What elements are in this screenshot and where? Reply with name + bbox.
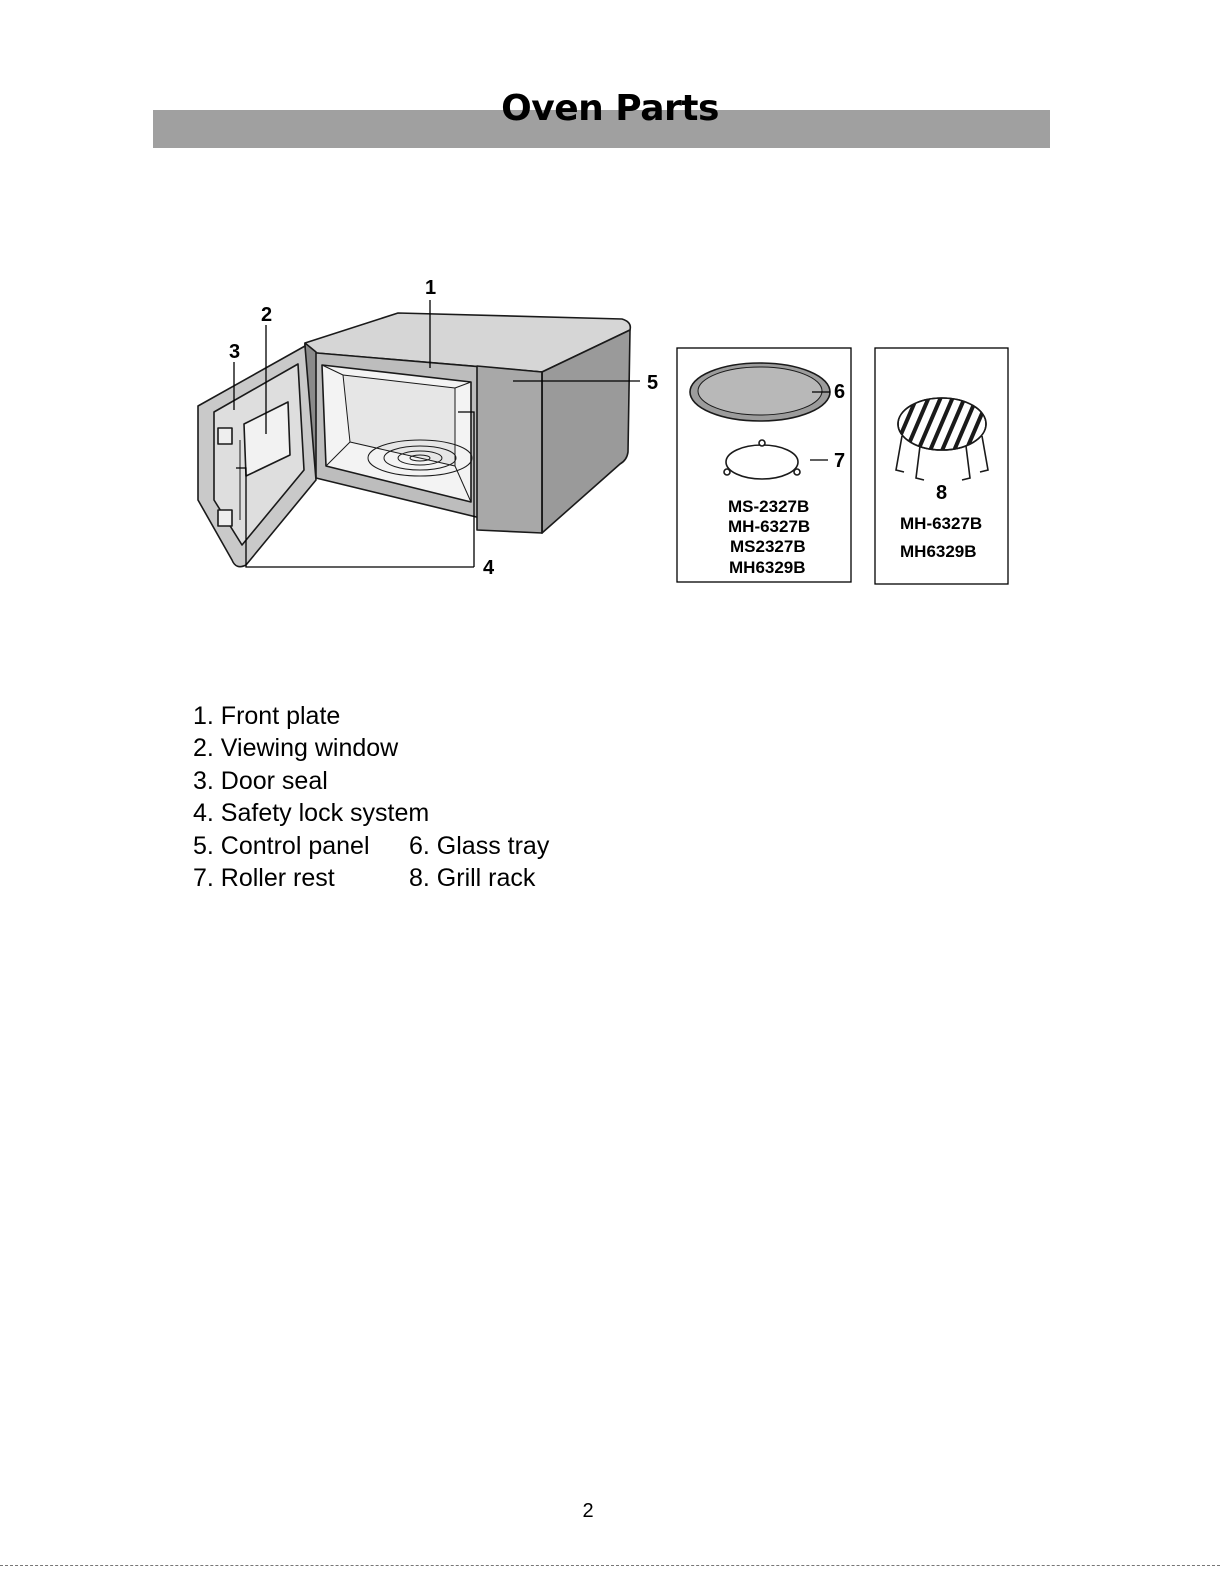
page-title: Oven Parts: [501, 88, 719, 129]
rack-model-2: MH6329B: [900, 542, 977, 561]
callout-2: 2: [261, 304, 273, 326]
bottom-rule: [0, 1565, 1220, 1566]
callout-5: 5: [647, 372, 659, 394]
page-number: 2: [582, 1500, 594, 1522]
tray-model-1: MS-2327B: [728, 497, 810, 516]
rack-model-1: MH-6327B: [900, 514, 983, 533]
callout-3: 3: [229, 341, 241, 363]
part-control-panel: 5. Control panel: [193, 831, 370, 860]
oven-parts-diagram: [0, 0, 1220, 640]
tray-model-3: MS2327B: [730, 537, 806, 556]
part-glass-tray: 6. Glass tray: [409, 831, 550, 860]
tray-model-4: MH6329B: [729, 558, 806, 577]
part-grill-rack: 8. Grill rack: [409, 863, 536, 892]
part-safety-lock: 4. Safety lock system: [193, 799, 430, 828]
part-front-plate: 1. Front plate: [193, 702, 341, 730]
callout-8: 8: [936, 482, 948, 504]
part-viewing-window: 2. Viewing window: [193, 734, 399, 763]
microwave-illustration: [198, 313, 630, 567]
list-item: [193, 732, 549, 764]
roller-rest-illustration: [724, 440, 800, 479]
grill-rack-illustration: [890, 390, 992, 480]
rack-box: [875, 348, 1008, 584]
callout-1: 1: [425, 277, 437, 299]
list-item: [193, 700, 549, 732]
list-item: [193, 862, 549, 894]
list-item: [193, 830, 549, 862]
list-item: [193, 765, 549, 797]
part-door-seal: 3. Door seal: [193, 766, 328, 795]
callout-4: 4: [483, 557, 495, 579]
glass-tray-illustration: [690, 363, 830, 421]
callout-7: 7: [834, 450, 846, 472]
callout-6: 6: [834, 381, 846, 403]
tray-model-2: MH-6327B: [728, 517, 811, 536]
list-item: [193, 797, 549, 829]
part-roller-rest: 7. Roller rest: [193, 863, 335, 892]
tray-box: [677, 348, 851, 582]
parts-list: [193, 700, 549, 894]
